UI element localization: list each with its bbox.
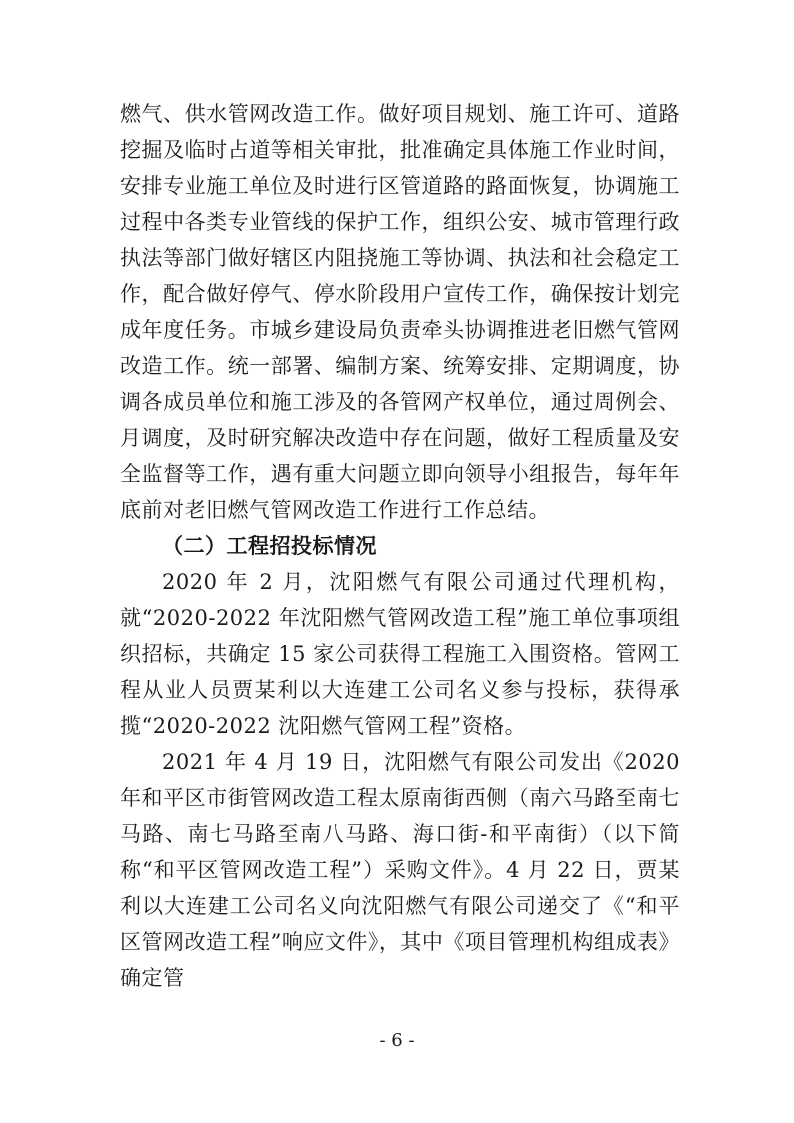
- section-heading: （二）工程招投标情况: [162, 533, 377, 558]
- page-number: - 6 -: [379, 1030, 415, 1051]
- body-paragraph-continued: 燃气、供水管网改造工作。做好项目规划、施工许可、道路挖掘及临时占道等相关审批，批准确定具体施工作业时间，安排专业施工单位及时进行区管道路的路面恢复，协调施工过程中各类专业管线的保护工作，组织公安、城市管理行政执法等部门做好辖区内阻挠施工等协调、执法和社会稳定工作，配合做好停气、停水阶段用户宣传工作，确保按计划完成年度任务。市城乡建设局负责牵头协调推进老旧燃气管网改造工作。统一部署、编制方案、统筹安排、定期调度，协调各成员单位和施工涉及的各管网产权单位，通过周例会、月调度，及时研究解决改造中存在问题，做好工程质量及安全监督等工作，遇有重大问题立即向领导小组报告，每年年底前对老旧燃气管网改造工作进行工作总结。: [120, 102, 680, 522]
- body-paragraph: 2020 年 2 月，沈阳燃气有限公司通过代理机构，就“2020-2022 年沈阳燃气管网改造工程”施工单位事项组织招标，共确定 15 家公司获得工程施工入围资格。管网工程从业人员贾某利以大连建工公司名义参与投标，获得承揽“2020-2022 沈阳燃气管网工程”资格。: [120, 570, 680, 738]
- document-body: [120, 96, 680, 996]
- body-paragraph: 2021 年 4 月 19 日，沈阳燃气有限公司发出《2020 年和平区市街管网改造工程太原南街西侧（南六马路至南七马路、南七马路至南八马路、海口街-和平南街）（以下简称“和平区管网改造工程”）采购文件》。4 月 22 日，贾某利以大连建工公司名义向沈阳燃气有限公司递交了《“和平区管网改造工程”响应文件》，其中《项目管理机构组成表》确定管: [120, 750, 680, 990]
